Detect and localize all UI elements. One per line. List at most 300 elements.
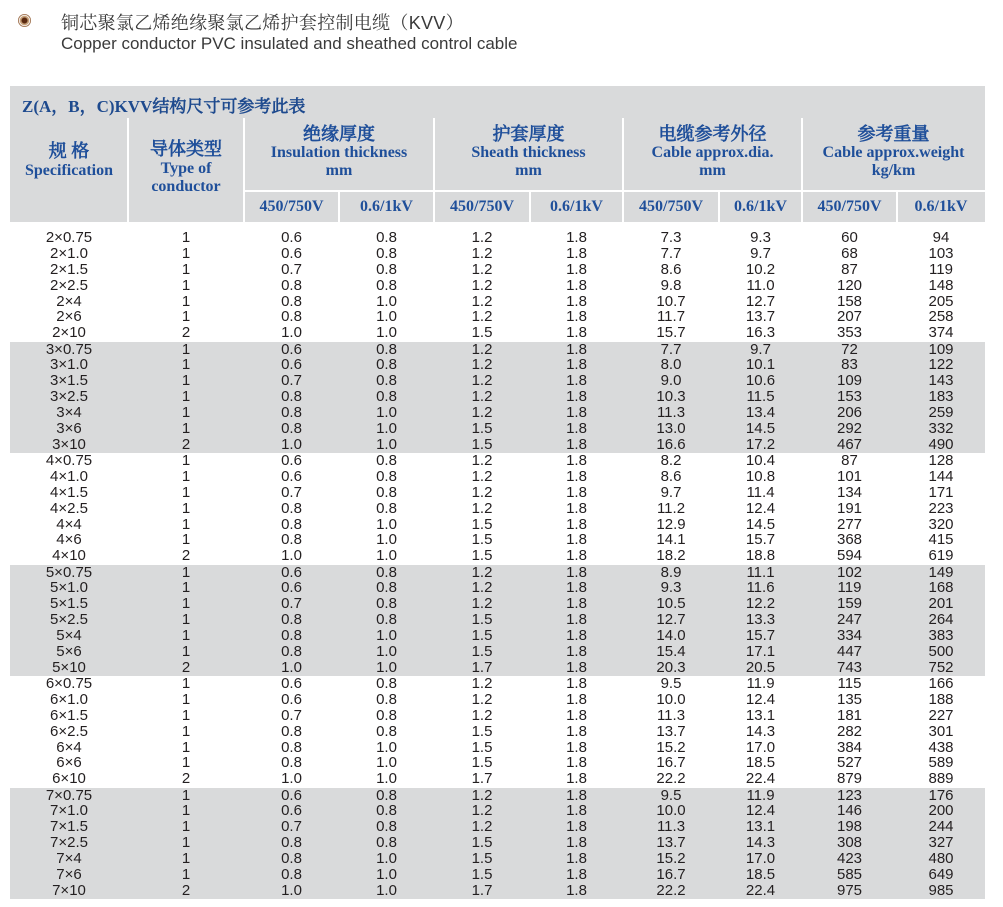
row-group	[10, 342, 985, 454]
table-cell: 20.3	[656, 658, 686, 676]
table-cell: 649	[928, 865, 954, 883]
table-cell: 1	[181, 611, 191, 629]
table-cell: 7.7	[660, 340, 682, 358]
table-cell: 5×4	[56, 627, 82, 645]
table-cell: 8.6	[660, 260, 682, 278]
table-cell: 1.2	[471, 244, 493, 262]
header-diameter	[623, 118, 802, 190]
table-row	[10, 612, 985, 628]
table-cell: 0.8	[281, 865, 302, 883]
table-cell: 94	[932, 229, 950, 246]
sub-ins-v2: 0.6/1kV	[360, 198, 413, 215]
table-cell: 1.5	[471, 515, 493, 533]
table-cell: 0.8	[376, 690, 397, 708]
table-cell: 11.5	[746, 388, 775, 406]
table-cell: 1.8	[566, 276, 587, 294]
table-cell: 9.7	[750, 340, 771, 358]
table-cell: 15.2	[656, 850, 686, 868]
header-diameter-unit: mm	[699, 162, 726, 179]
table-cell: 1.5	[471, 611, 493, 629]
table-cell: 1.0	[376, 738, 397, 756]
table-cell: 1.8	[566, 722, 587, 740]
table-cell: 1	[181, 308, 191, 326]
table-cell: 2	[181, 547, 191, 565]
table-cell: 1.2	[471, 292, 493, 310]
table-cell: 176	[928, 786, 954, 804]
table-cell: 0.6	[281, 579, 302, 597]
table-cell: 13.0	[656, 419, 686, 437]
row-group	[10, 788, 985, 900]
table-cell: 5×0.75	[45, 563, 93, 581]
table-cell: 10.5	[656, 595, 686, 613]
table-cell: 1.8	[566, 818, 587, 836]
table-cell: 7.3	[660, 229, 682, 246]
table-cell: 227	[928, 706, 954, 724]
table-cell: 16.7	[656, 754, 686, 772]
table-cell: 1.8	[566, 372, 587, 390]
table-row	[10, 357, 985, 373]
table-cell: 101	[836, 467, 863, 485]
table-cell: 1	[181, 388, 191, 406]
table-cell: 1.7	[471, 881, 493, 899]
table-cell: 0.8	[281, 531, 302, 549]
table-cell: 15.7	[656, 324, 686, 342]
table-cell: 0.8	[376, 563, 397, 581]
header-type-cn: 导体类型	[150, 139, 222, 159]
table-cell: 6×0.75	[45, 675, 93, 692]
table-cell: 1.0	[376, 881, 397, 899]
table-cell: 103	[928, 244, 954, 262]
header-insulation-cn: 绝缘厚度	[303, 124, 375, 144]
table-cell: 8.6	[660, 467, 682, 485]
table-cell: 0.8	[281, 388, 302, 406]
table-row	[10, 676, 985, 692]
table-cell: 1	[181, 754, 191, 772]
table-cell: 0.8	[376, 722, 397, 740]
table-cell: 1.0	[376, 531, 397, 549]
table-cell: 1.2	[471, 595, 493, 613]
divider	[244, 190, 985, 192]
header-sheath-cn: 护套厚度	[492, 124, 565, 144]
table-cell: 1.8	[566, 770, 587, 788]
header-type	[128, 118, 244, 222]
table-cell: 1	[181, 356, 191, 374]
table-cell: 1.2	[471, 802, 493, 820]
table-cell: 1.8	[566, 292, 587, 310]
table-cell: 1.2	[471, 404, 493, 422]
table-cell: 2×0.75	[45, 229, 93, 246]
table-cell: 16.3	[745, 324, 776, 342]
table-cell: 264	[928, 611, 954, 629]
table-cell: 1	[181, 675, 191, 692]
table-cell: 17.0	[745, 738, 776, 756]
header-spec-cn: 规 格	[48, 141, 90, 161]
header-sheath-en: Sheath thickness	[471, 144, 586, 161]
table-cell: 183	[928, 388, 954, 406]
table-cell: 13.1	[745, 818, 776, 836]
table-cell: 1.0	[376, 627, 397, 645]
table-body	[10, 230, 985, 899]
table-cell: 11.7	[656, 308, 686, 326]
sub-dia-v1: 450/750V	[639, 198, 703, 215]
table-cell: 0.8	[281, 754, 302, 772]
divider	[243, 118, 245, 222]
table-cell: 18.8	[745, 547, 776, 565]
table-cell: 0.8	[376, 611, 397, 629]
table-cell: 0.8	[376, 706, 397, 724]
table-cell: 1	[181, 786, 191, 804]
table-cell: 1.8	[566, 467, 587, 485]
table-cell: 83	[841, 356, 858, 374]
table-cell: 0.8	[281, 834, 302, 852]
table-cell: 0.7	[281, 706, 302, 724]
sub-sheath-v1: 450/750V	[450, 198, 514, 215]
table-cell: 1.8	[566, 260, 587, 278]
table-cell: 7×6	[56, 865, 82, 883]
table-cell: 223	[928, 499, 954, 517]
table-row	[10, 724, 985, 740]
table-cell: 0.6	[281, 563, 302, 581]
table-cell: 1.2	[471, 229, 493, 246]
header-sheath-unit: mm	[515, 162, 542, 179]
table-cell: 13.7	[656, 834, 686, 852]
table-cell: 11.6	[746, 579, 775, 597]
table-cell: 1	[181, 802, 191, 820]
row-group	[10, 230, 985, 342]
table-cell: 87	[841, 260, 858, 278]
table-cell: 1.2	[471, 579, 493, 597]
table-cell: 1.0	[376, 850, 397, 868]
table-cell: 1.0	[376, 308, 397, 326]
table-cell: 527	[836, 754, 863, 772]
table-row	[10, 692, 985, 708]
table-cell: 1.2	[471, 340, 493, 358]
table-cell: 1.0	[281, 770, 302, 788]
table-cell: 0.6	[281, 675, 302, 692]
table-cell: 0.8	[281, 850, 302, 868]
table-row	[10, 278, 985, 294]
table-cell: 1	[181, 499, 191, 517]
table-cell: 4×1.5	[50, 483, 88, 501]
table-cell: 1.8	[566, 531, 587, 549]
table-cell: 0.8	[376, 276, 397, 294]
table-cell: 11.9	[746, 786, 775, 804]
table-cell: 2×10	[52, 324, 86, 342]
table-cell: 1.8	[566, 786, 587, 804]
table-cell: 1.0	[281, 435, 302, 453]
table-cell: 11.3	[656, 818, 686, 836]
table-cell: 17.1	[745, 642, 776, 660]
table-cell: 1.0	[376, 642, 397, 660]
table-row	[10, 373, 985, 389]
table-cell: 1.8	[566, 627, 587, 645]
table-cell: 1.7	[471, 658, 493, 676]
table-cell: 12.9	[656, 515, 686, 533]
table-cell: 985	[928, 881, 954, 899]
table-cell: 9.8	[660, 276, 682, 294]
table-cell: 1.5	[471, 627, 493, 645]
table-cell: 22.2	[656, 770, 686, 788]
table-row	[10, 485, 985, 501]
table-cell: 1.0	[376, 770, 397, 788]
table-cell: 9.3	[660, 579, 682, 597]
table-cell: 12.4	[745, 690, 776, 708]
table-cell: 0.8	[281, 419, 302, 437]
table-cell: 9.0	[660, 372, 682, 390]
table-cell: 159	[836, 595, 863, 613]
table-row	[10, 501, 985, 517]
table-cell: 168	[928, 579, 954, 597]
table-cell: 1	[181, 467, 191, 485]
table-cell: 0.7	[281, 595, 302, 613]
table-cell: 9.7	[660, 483, 682, 501]
table-cell: 11.3	[656, 706, 686, 724]
table-cell: 0.8	[281, 499, 302, 517]
table-cell: 1.2	[471, 276, 493, 294]
table-cell: 149	[928, 563, 954, 581]
table-cell: 0.6	[281, 467, 302, 485]
table-cell: 1.2	[471, 690, 493, 708]
header-insulation-en: Insulation thickness	[270, 144, 408, 161]
table-row	[10, 309, 985, 325]
table-cell: 1.8	[566, 419, 587, 437]
table-cell: 327	[928, 834, 954, 852]
table-cell: 0.8	[376, 467, 397, 485]
table-cell: 1.8	[566, 738, 587, 756]
table-cell: 368	[836, 531, 863, 549]
table-cell: 0.8	[376, 483, 397, 501]
header-weight-unit: kg/km	[871, 162, 916, 179]
table-cell: 259	[928, 404, 954, 422]
table-cell: 1.8	[566, 244, 587, 262]
table-cell: 22.2	[656, 881, 686, 899]
table-cell: 320	[928, 515, 954, 533]
table-cell: 122	[928, 356, 954, 374]
table-cell: 1.8	[566, 690, 587, 708]
table-cell: 4×6	[56, 531, 82, 549]
table-cell: 200	[928, 802, 954, 820]
divider	[529, 192, 531, 222]
table-cell: 1.5	[471, 324, 493, 342]
table-cell: 247	[836, 611, 863, 629]
table-cell: 1.8	[566, 515, 587, 533]
table-cell: 1	[181, 563, 191, 581]
table-cell: 0.8	[376, 388, 397, 406]
table-cell: 18.5	[745, 754, 776, 772]
table-cell: 480	[928, 850, 954, 868]
divider	[127, 118, 129, 222]
table-cell: 1.5	[471, 419, 493, 437]
table-cell: 1.5	[471, 531, 493, 549]
table-cell: 0.6	[281, 244, 302, 262]
divider	[718, 192, 720, 222]
table-cell: 0.8	[281, 515, 302, 533]
table-cell: 0.8	[376, 499, 397, 517]
table-cell: 0.8	[376, 229, 397, 246]
table-cell: 11.2	[656, 499, 686, 517]
table-cell: 0.8	[376, 244, 397, 262]
table-cell: 14.5	[745, 419, 776, 437]
table-cell: 0.8	[281, 276, 302, 294]
table-cell: 1.8	[566, 579, 587, 597]
table-cell: 1.5	[471, 722, 493, 740]
table-cell: 244	[928, 818, 954, 836]
table-cell: 0.8	[281, 611, 302, 629]
header-insulation	[244, 118, 434, 190]
table-cell: 0.8	[281, 642, 302, 660]
table-cell: 1.0	[281, 547, 302, 565]
table-cell: 0.8	[376, 818, 397, 836]
table-cell: 1.8	[566, 675, 587, 692]
table-cell: 9.7	[750, 244, 771, 262]
table-cell: 447	[836, 642, 863, 660]
table-cell: 1	[181, 834, 191, 852]
table-cell: 0.8	[376, 372, 397, 390]
table-cell: 1.2	[471, 706, 493, 724]
table-row	[10, 740, 985, 756]
header-spec-en: Specification	[25, 162, 113, 179]
table-cell: 1	[181, 515, 191, 533]
table-cell: 1.8	[566, 404, 587, 422]
table-cell: 423	[836, 850, 863, 868]
table-cell: 87	[841, 452, 858, 469]
table-cell: 181	[836, 706, 863, 724]
table-cell: 1	[181, 865, 191, 883]
table-row	[10, 405, 985, 421]
table-cell: 134	[836, 483, 863, 501]
table-row	[10, 580, 985, 596]
sub-sheath-v2: 0.6/1kV	[550, 198, 603, 215]
table-cell: 467	[836, 435, 863, 453]
table-cell: 1.2	[471, 372, 493, 390]
table-cell: 10.7	[656, 292, 686, 310]
table-cell: 6×10	[52, 770, 86, 788]
table-cell: 1.5	[471, 738, 493, 756]
table-cell: 7×10	[52, 881, 86, 899]
table-cell: 14.3	[745, 834, 776, 852]
table-cell: 201	[928, 595, 954, 613]
table-row	[10, 819, 985, 835]
table-cell: 0.8	[281, 738, 302, 756]
table-cell: 1.7	[471, 770, 493, 788]
table-cell: 1.8	[566, 595, 587, 613]
table-cell: 1.8	[566, 452, 587, 469]
table-cell: 1.2	[471, 356, 493, 374]
table-cell: 0.6	[281, 356, 302, 374]
table-cell: 2	[181, 881, 191, 899]
table-row	[10, 867, 985, 883]
table-cell: 5×6	[56, 642, 82, 660]
table-cell: 1.0	[376, 547, 397, 565]
table-cell: 1	[181, 738, 191, 756]
table-cell: 11.9	[746, 675, 775, 692]
table-cell: 8.0	[660, 356, 682, 374]
table-cell: 1	[181, 452, 191, 469]
table-cell: 0.8	[281, 627, 302, 645]
table-cell: 1	[181, 244, 191, 262]
table-cell: 2	[181, 770, 191, 788]
table-cell: 2×4	[56, 292, 82, 310]
table-cell: 1	[181, 229, 191, 246]
table-cell: 7×4	[56, 850, 82, 868]
table-row	[10, 532, 985, 548]
table-cell: 6×2.5	[50, 722, 88, 740]
table-cell: 1	[181, 706, 191, 724]
table-cell: 1.8	[566, 388, 587, 406]
table-cell: 384	[836, 738, 863, 756]
table-cell: 20.5	[745, 658, 776, 676]
table-cell: 12.2	[745, 595, 776, 613]
bullet-icon	[18, 14, 31, 27]
table-cell: 6×6	[56, 754, 82, 772]
table-cell: 1	[181, 595, 191, 613]
table-cell: 6×4	[56, 738, 82, 756]
table-cell: 4×1.0	[50, 467, 88, 485]
table-cell: 1	[181, 483, 191, 501]
table-cell: 277	[836, 515, 863, 533]
header-type-en2: conductor	[151, 178, 221, 195]
table-cell: 10.1	[745, 356, 776, 374]
table-cell: 1.8	[566, 483, 587, 501]
table-cell: 585	[836, 865, 863, 883]
table-cell: 7×0.75	[45, 786, 93, 804]
table-cell: 752	[928, 658, 954, 676]
table-cell: 1.0	[376, 658, 397, 676]
table-cell: 0.7	[281, 372, 302, 390]
table-cell: 0.6	[281, 452, 302, 469]
table-cell: 9.5	[660, 675, 682, 692]
table-cell: 1.5	[471, 435, 493, 453]
table-cell: 14.0	[656, 627, 686, 645]
header-diameter-cn: 电缆参考外径	[658, 124, 767, 144]
table-cell: 1.0	[281, 324, 302, 342]
table-cell: 10.0	[656, 690, 686, 708]
table-cell: 68	[841, 244, 858, 262]
header-weight-cn: 参考重量	[857, 124, 930, 144]
table-banner-text: Z(A，B，C)KVV结构尺寸可参考此表	[22, 97, 306, 116]
table-cell: 4×4	[56, 515, 82, 533]
table-cell: 8.2	[660, 452, 682, 469]
table-cell: 109	[928, 340, 954, 358]
table-cell: 1	[181, 372, 191, 390]
table-cell: 11.3	[656, 404, 686, 422]
table-row	[10, 262, 985, 278]
row-group	[10, 676, 985, 788]
table-cell: 2×2.5	[50, 276, 88, 294]
table-cell: 0.7	[281, 483, 302, 501]
spec-table	[10, 86, 985, 899]
divider	[338, 192, 340, 222]
table-cell: 1	[181, 531, 191, 549]
table-cell: 1.8	[566, 563, 587, 581]
table-cell: 292	[836, 419, 863, 437]
table-cell: 0.8	[376, 579, 397, 597]
table-cell: 2×1.5	[50, 260, 88, 278]
table-cell: 0.6	[281, 229, 302, 246]
table-cell: 0.8	[376, 802, 397, 820]
table-cell: 383	[928, 627, 954, 645]
table-cell: 4×10	[52, 547, 86, 565]
table-cell: 1	[181, 818, 191, 836]
table-cell: 9.3	[750, 229, 771, 246]
table-cell: 6×1.0	[50, 690, 88, 708]
table-cell: 72	[841, 340, 858, 358]
table-cell: 22.4	[745, 770, 776, 788]
table-cell: 743	[836, 658, 863, 676]
table-cell: 1.2	[471, 308, 493, 326]
table-cell: 17.0	[745, 850, 776, 868]
table-cell: 1.5	[471, 754, 493, 772]
